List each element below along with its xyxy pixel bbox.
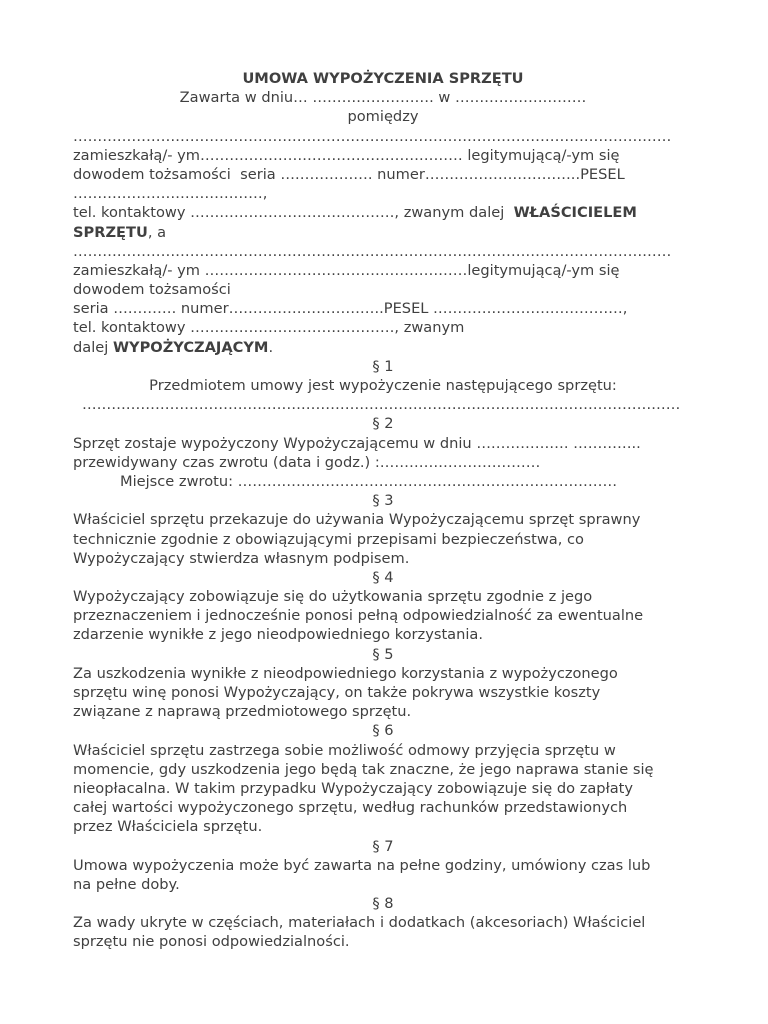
section-6-line: Właściciel sprzętu zastrzega sobie możliwość odmowy przyjęcia sprzętu w: [73, 741, 616, 759]
section-2-mark: § 2: [372, 415, 394, 433]
party2-role-suffix: .: [268, 338, 274, 356]
section-6-line: momencie, gdy uszkodzenia jego będą tak znaczne, że jego naprawa stanie się: [73, 760, 654, 778]
section-7-line: na pełne doby.: [73, 875, 180, 893]
section-6-line: całej wartości wypożyczonego sprzętu, według rachunków przedstawionych: [73, 799, 628, 817]
section-3-mark: § 3: [372, 492, 394, 510]
section-6-line: nieopłacalna. W takim przypadku Wypożyczający zobowiązuje się do zapłaty: [73, 779, 634, 797]
party1-pesel-dots: …………………………………,: [73, 185, 268, 203]
section-3-line: Właściciel sprzętu przekazuje do używania Wypożyczającemu sprzęt sprawny: [73, 511, 641, 529]
party2-phone: tel. kontaktowy ……………………………………, zwanym: [73, 319, 465, 337]
section-7-mark: § 7: [372, 837, 394, 855]
section-4-mark: § 4: [372, 568, 394, 586]
section-5-line: Za uszkodzenia wynikłe z nieodpowiedniego korzystania z wypożyczonego: [73, 664, 618, 682]
party1-residence: zamieszkałą/- ym……………………………………………… legitymującą/-ym się: [73, 146, 620, 164]
party1-id-doc: dowodem tożsamości seria ………………. numer…………………………..PESEL: [73, 165, 625, 183]
section-2-line-2: przewidywany czas zwrotu (data i godz.) :……………………………: [73, 453, 541, 471]
section-8-line: Za wady ukryte w częściach, materiałach i dodatkach (akcesoriach) Właściciel: [73, 914, 646, 932]
section-3-line: Wypożyczający stwierdza własnym podpisem.: [73, 549, 410, 567]
document-page: [73, 69, 693, 952]
party2-role-line: [73, 338, 693, 357]
party2-series: seria …………. numer…………………………..PESEL …………………………………,: [73, 300, 628, 318]
section-4-line: Wypożyczający zobowiązuje się do użytkowania sprzętu zgodnie z jego: [73, 588, 593, 606]
section-8-mark: § 8: [372, 895, 394, 913]
party2-residence: zamieszkałą/- ym ………………………………………………legitymującą/-ym się: [73, 261, 620, 279]
party1-phone-line: [73, 203, 693, 222]
between-label: pomiędzy: [347, 108, 419, 126]
section-8-line: sprzętu nie ponosi odpowiedzialności.: [73, 933, 350, 951]
party1-phone: tel. kontaktowy ……………………………………, zwanym dalej: [73, 204, 514, 222]
section-1-text: Przedmiotem umowy jest wypożyczenie następującego sprzętu:: [149, 377, 617, 394]
owner-role-label: WŁAŚCICIELEM: [513, 204, 637, 222]
party1-dots: ……………………………………………………………………………………………………………: [73, 127, 672, 145]
section-5-line: sprzętu winę ponosi Wypożyczający, on także pokrywa wszystkie koszty: [73, 684, 601, 701]
section-4-line: przeznaczeniem i jednocześnie ponosi pełną odpowiedzialność za ewentualne: [73, 607, 644, 625]
section-6-line: przez Właściciela sprzętu.: [73, 818, 263, 836]
section-4-line: zdarzenie wynikłe z jego nieodpowiedniego korzystania.: [73, 626, 484, 644]
party2-dots: ……………………………………………………………………………………………………………: [73, 242, 672, 260]
section-7-line: Umowa wypożyczenia może być zawarta na pełne godziny, umówiony czas lub: [73, 856, 651, 874]
section-1-dots: ……………………………………………………………………………………………………………: [82, 396, 681, 414]
section-1-mark: § 1: [372, 357, 394, 375]
owner-role-label-cont: SPRZĘTU: [73, 223, 148, 241]
section-6-mark: § 6: [372, 722, 394, 740]
section-5-line: związane z naprawą przedmiotowego sprzętu.: [73, 703, 412, 721]
party1-role-suffix: , a: [147, 223, 167, 241]
section-3-line: technicznie zgodnie z obowiązującymi przepisami bezpieczeństwa, co: [73, 530, 584, 548]
party2-id-doc: dowodem tożsamości: [73, 281, 231, 299]
section-2-line-3: Miejsce zwrotu: ……………………………………………………………………: [120, 472, 618, 490]
party2-role-prefix: dalej: [73, 338, 113, 356]
concluded-line: Zawarta w dniu… ……………………. w ………………………: [179, 89, 587, 107]
document-title: UMOWA WYPOŻYCZENIA SPRZĘTU: [242, 70, 524, 87]
borrower-role-label: WYPOŻYCZAJĄCYM: [112, 338, 269, 356]
section-5-mark: § 5: [372, 645, 394, 663]
section-2-line-1: Sprzęt zostaje wypożyczony Wypożyczającemu w dniu ………………. …………..: [73, 434, 641, 452]
party1-role-line: [73, 223, 693, 242]
